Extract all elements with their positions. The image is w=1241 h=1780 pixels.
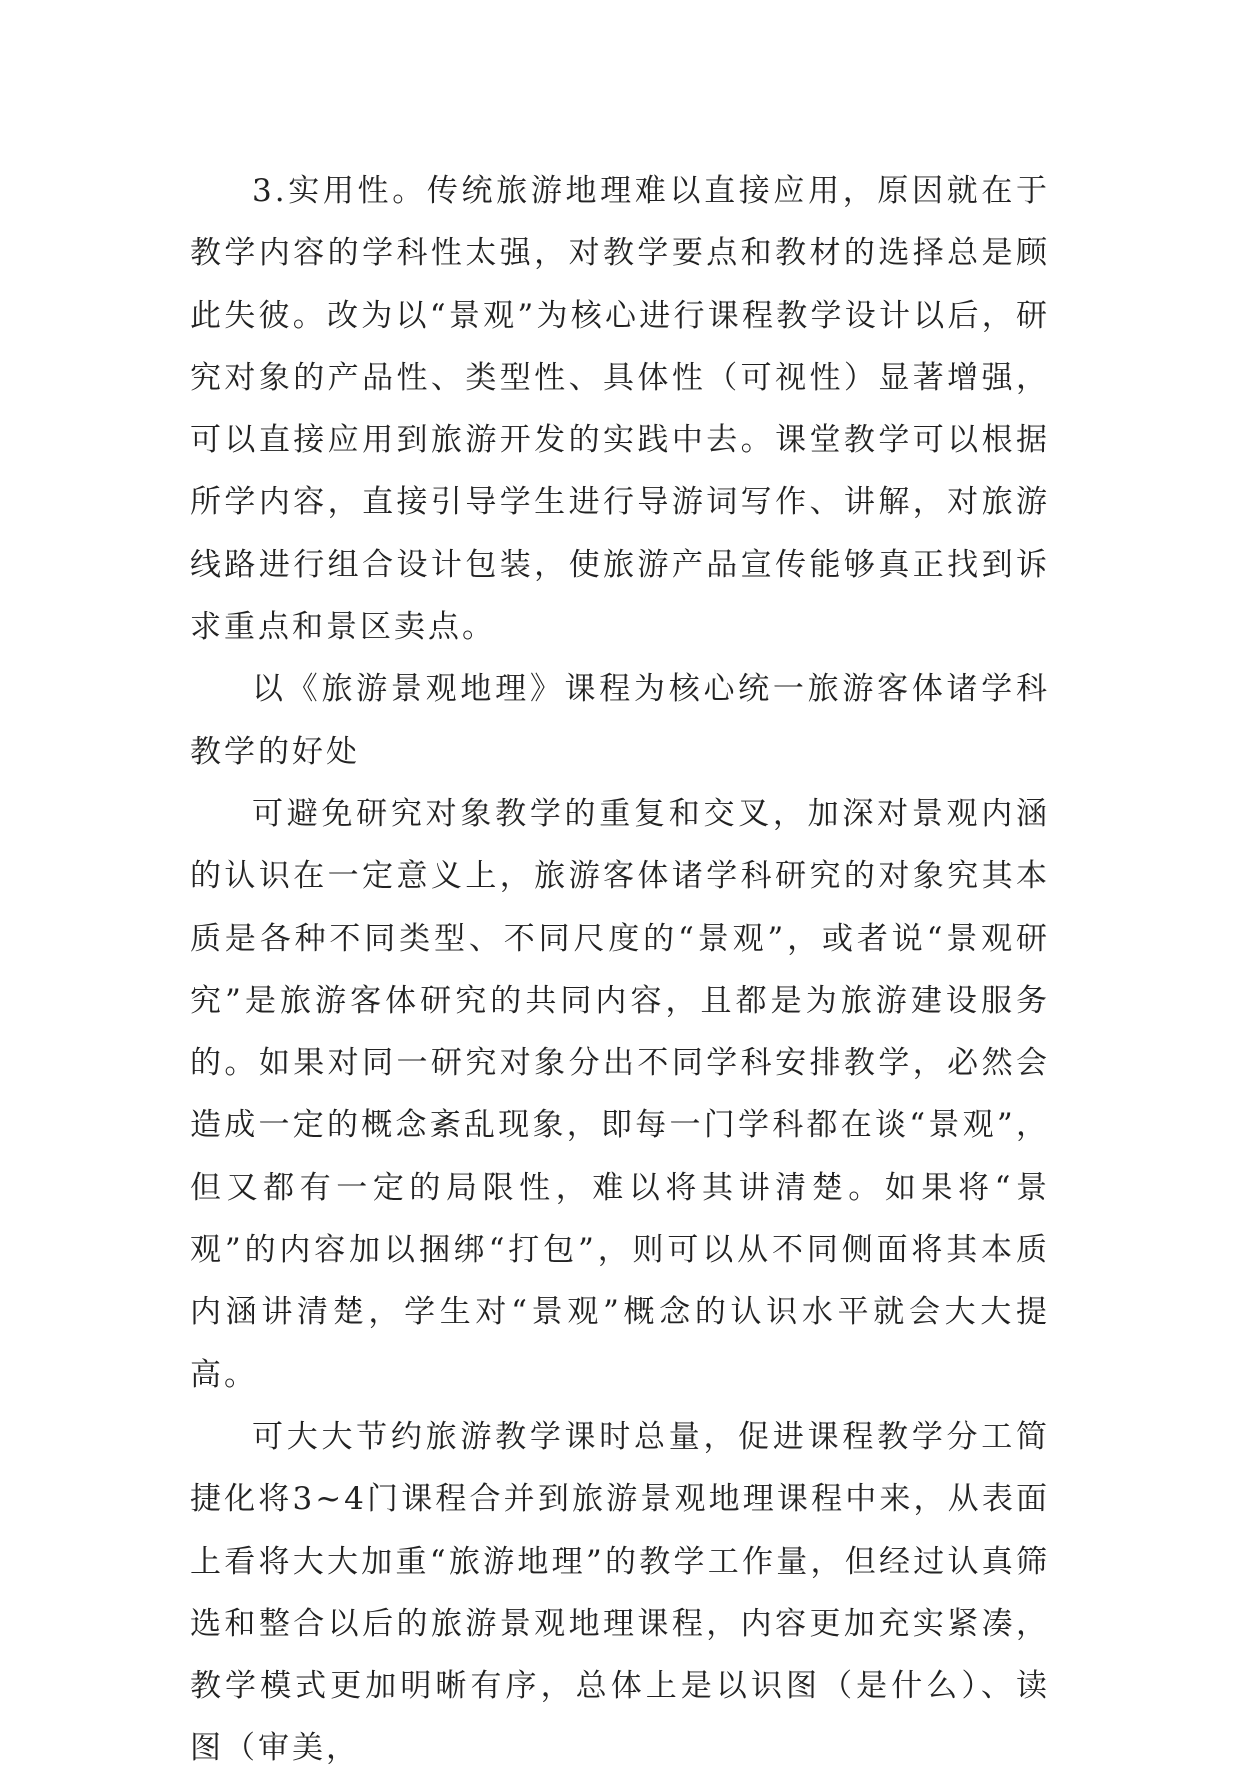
paragraph-heading-benefits: 以《旅游景观地理》课程为核心统一旅游客体诸学科教学的好处 — [190, 671, 1050, 770]
paragraph-save-class-hours: 可大大节约旅游教学课时总量，促进课程教学分工简捷化将3~4门课程合并到旅游景观地理课程中来，从表面上看将大大加重“旅游地理”的教学工作量，但经过认真筛选和整合以后的旅游景观地理课程，内容更加充实紧凑，教学模式更加明晰有序，总体上是以识图（是什么）、读图（审美， — [190, 1418, 1050, 1767]
document-body — [190, 160, 1050, 1780]
paragraph-practicality: 3.实用性。传统旅游地理难以直接应用，原因就在于教学内容的学科性太强，对教学要点和教材的选择总是顾此失彼。改为以“景观”为核心进行课程教学设计以后，研究对象的产品性、类型性、具体性（可视性）显著增强，可以直接应用到旅游开发的实践中去。课堂教学可以根据所学内容，直接引导学生进行导游词写作、讲解，对旅游线路进行组合设计包装，使旅游产品宣传能够真正找到诉求重点和景区卖点。 — [190, 173, 1050, 646]
paragraph-avoid-repetition: 可避免研究对象教学的重复和交叉，加深对景观内涵的认识在一定意义上，旅游客体诸学科研究的对象究其本质是各种不同类型、不同尺度的“景观”，或者说“景观研究”是旅游客体研究的共同内容，且都是为旅游建设服务的。如果对同一研究对象分出不同学科安排教学，必然会造成一定的概念紊乱现象，即每一门学科都在谈“景观”，但又都有一定的局限性，难以将其讲清楚。如果将“景观”的内容加以捆绑“打包”，则可以从不同侧面将其本质内涵讲清楚，学生对“景观”概念的认识水平就会大大提高。 — [190, 795, 1050, 1393]
